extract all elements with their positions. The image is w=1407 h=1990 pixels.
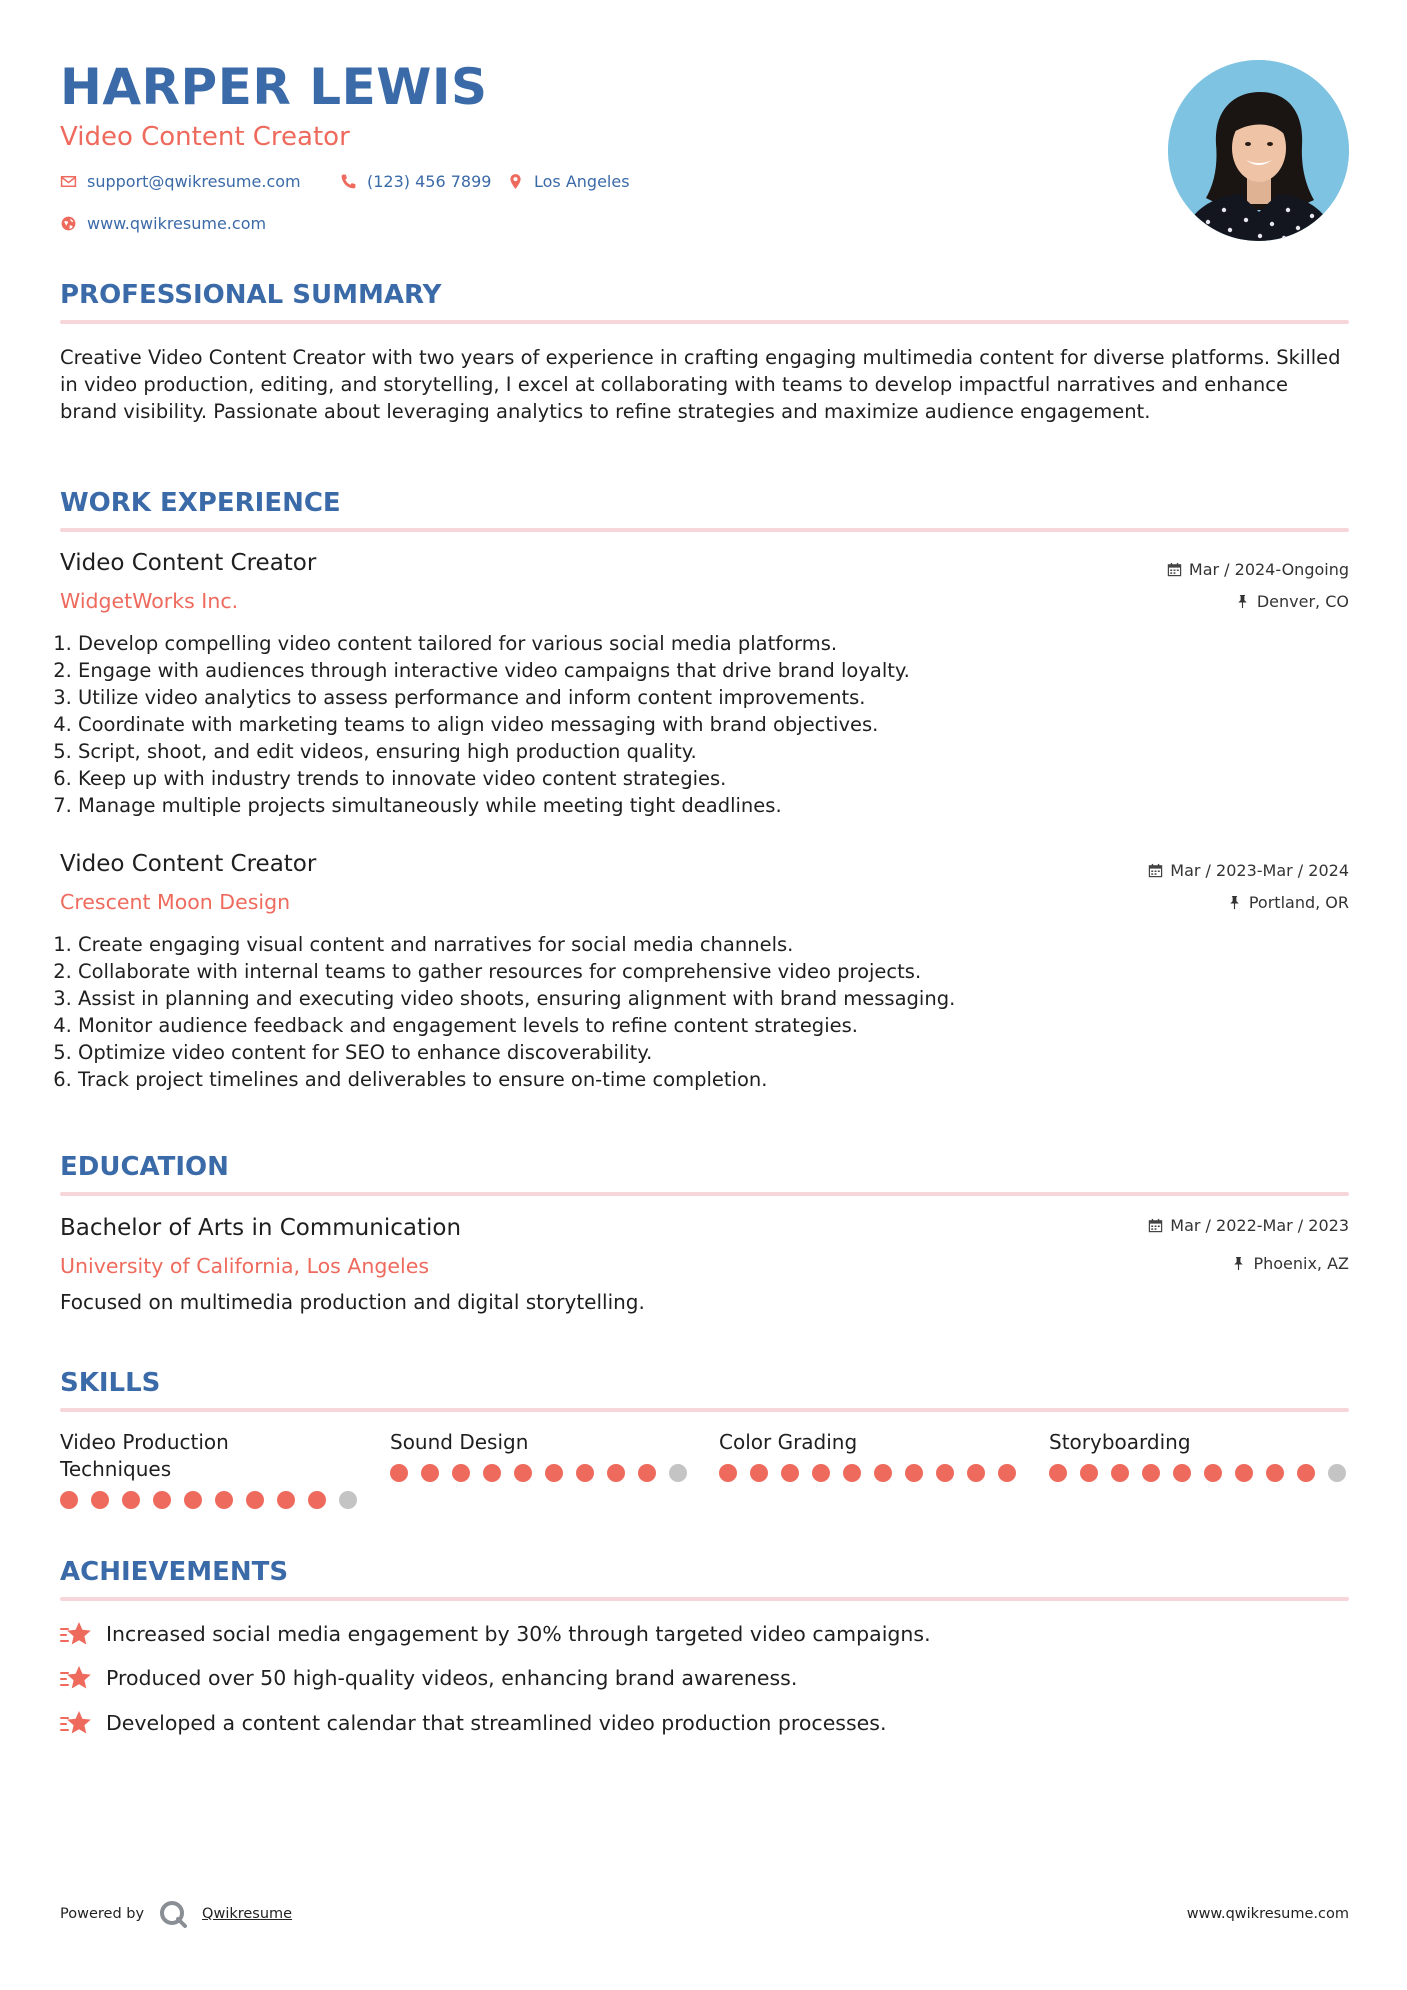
candidate-role: Video Content Creator — [60, 122, 350, 152]
job-title: Video Content Creator — [60, 550, 317, 576]
skill-dot-filled — [607, 1464, 625, 1482]
star-icon — [60, 1664, 92, 1692]
star-icon — [60, 1620, 92, 1648]
achievement-item — [60, 1709, 886, 1737]
profile-portrait-icon — [1168, 60, 1349, 241]
contact-location — [507, 172, 630, 191]
skill-dot-filled — [812, 1464, 830, 1482]
skill-dot-filled — [1266, 1464, 1284, 1482]
calendar-icon — [1167, 562, 1182, 577]
phone-text: (123) 456 7899 — [367, 172, 492, 191]
degree-title: Bachelor of Arts in Communication — [60, 1215, 462, 1241]
skill-dot-filled — [452, 1464, 470, 1482]
duty-item: 3. Utilize video analytics to assess performance and inform content improvements. — [78, 684, 1278, 711]
website-text: www.qwikresume.com — [87, 214, 267, 233]
job-company: WidgetWorks Inc. — [60, 589, 239, 613]
skill-name-line2: Techniques — [60, 1457, 172, 1481]
skill-dot-filled — [1204, 1464, 1222, 1482]
school-name: University of California, Los Angeles — [60, 1254, 430, 1278]
skill-dot-filled — [998, 1464, 1016, 1482]
profile-photo — [1168, 60, 1349, 241]
skill-name: Sound Design — [390, 1430, 529, 1454]
job-location-text: Portland, OR — [1248, 893, 1349, 912]
skill-name — [60, 1429, 360, 1483]
duty-item: 1. Develop compelling video content tailored for various social media platforms. — [78, 630, 1278, 657]
skill-dot-filled — [905, 1464, 923, 1482]
skill-dot-filled — [545, 1464, 563, 1482]
job-dates-text: Mar / 2023-Mar / 2024 — [1170, 861, 1349, 880]
pushpin-icon — [1235, 594, 1250, 609]
job-dates-text: Mar / 2024-Ongoing — [1188, 560, 1349, 579]
skill-dot-filled — [638, 1464, 656, 1482]
skills-divider — [60, 1408, 1349, 1412]
education-dates — [1148, 1216, 1349, 1235]
duty-item: 4. Monitor audience feedback and engagement levels to refine content strategies. — [78, 1012, 1278, 1039]
achievement-text: Increased social media engagement by 30% through targeted video campaigns. — [106, 1622, 931, 1646]
qwikresume-link[interactable]: Qwikresume — [202, 1906, 293, 1922]
job-duties-list — [55, 931, 1278, 1093]
skill-dot-filled — [153, 1491, 171, 1509]
job-duties-list — [55, 630, 1278, 819]
contact-website[interactable] — [60, 214, 266, 233]
education-heading: EDUCATION — [60, 1152, 229, 1182]
duty-item: 2. Engage with audiences through interactive video campaigns that drive brand loyalty. — [78, 657, 1278, 684]
duty-item: 1. Create engaging visual content and narratives for social media channels. — [78, 931, 1278, 958]
pushpin-icon — [1227, 895, 1242, 910]
skill-dot-filled — [1297, 1464, 1315, 1482]
location-text: Los Angeles — [534, 172, 630, 191]
skill-name-line1: Video Production — [60, 1430, 229, 1454]
education-dates-text: Mar / 2022-Mar / 2023 — [1170, 1216, 1349, 1235]
skill-dot-filled — [1080, 1464, 1098, 1482]
skill-item — [1049, 1429, 1349, 1482]
skill-dot-filled — [1173, 1464, 1191, 1482]
qwikresume-logo-icon — [158, 1899, 188, 1929]
skill-dot-empty — [339, 1491, 357, 1509]
skill-dot-filled — [1235, 1464, 1253, 1482]
skill-dot-filled — [308, 1491, 326, 1509]
envelope-icon — [60, 173, 77, 190]
email-text: support@qwikresume.com — [87, 172, 301, 191]
experience-divider — [60, 528, 1349, 532]
contact-phone[interactable] — [340, 172, 491, 191]
skill-item — [719, 1429, 1019, 1482]
skill-dot-filled — [719, 1464, 737, 1482]
footer-powered-by — [60, 1899, 292, 1929]
map-pin-icon — [507, 173, 524, 190]
skill-dot-filled — [246, 1491, 264, 1509]
duty-item: 4. Coordinate with marketing teams to align video messaging with brand objectives. — [78, 711, 1278, 738]
education-divider — [60, 1192, 1349, 1196]
skill-dot-filled — [843, 1464, 861, 1482]
job-title: Video Content Creator — [60, 851, 317, 877]
duty-item: 2. Collaborate with internal teams to gather resources for comprehensive video projects. — [78, 958, 1278, 985]
contact-email[interactable] — [60, 172, 301, 191]
skill-dot-filled — [184, 1491, 202, 1509]
education-location — [1231, 1254, 1349, 1273]
skill-dot-filled — [277, 1491, 295, 1509]
achievement-item — [60, 1664, 797, 1692]
education-description: Focused on multimedia production and digital storytelling. — [60, 1290, 645, 1314]
skill-rating — [390, 1464, 690, 1482]
job-company: Crescent Moon Design — [60, 890, 291, 914]
calendar-icon — [1148, 1218, 1163, 1233]
achievement-item — [60, 1620, 931, 1648]
skill-rating — [719, 1464, 1019, 1482]
footer-website-link[interactable]: www.qwikresume.com — [1186, 1906, 1349, 1922]
skill-dot-filled — [874, 1464, 892, 1482]
job-location — [1227, 893, 1349, 912]
achievement-text: Developed a content calendar that streamlined video production processes. — [106, 1711, 887, 1735]
summary-divider — [60, 320, 1349, 324]
globe-icon — [60, 215, 77, 232]
job-dates — [1148, 861, 1349, 880]
skill-dot-filled — [750, 1464, 768, 1482]
skill-rating — [60, 1491, 360, 1509]
calendar-icon — [1148, 863, 1163, 878]
skill-rating — [1049, 1464, 1349, 1482]
achievements-divider — [60, 1597, 1349, 1601]
job-dates — [1167, 560, 1349, 579]
education-location-text: Phoenix, AZ — [1253, 1254, 1349, 1273]
skill-dot-filled — [60, 1491, 78, 1509]
skill-dot-filled — [91, 1491, 109, 1509]
skill-dot-filled — [122, 1491, 140, 1509]
duty-item: 5. Script, shoot, and edit videos, ensuring high production quality. — [78, 738, 1278, 765]
skill-dot-filled — [1142, 1464, 1160, 1482]
skill-dot-filled — [421, 1464, 439, 1482]
achievements-heading: ACHIEVEMENTS — [60, 1557, 289, 1587]
achievement-text: Produced over 50 high-quality videos, enhancing brand awareness. — [106, 1666, 798, 1690]
duty-item: 6. Keep up with industry trends to innovate video content strategies. — [78, 765, 1278, 792]
candidate-name: HARPER LEWIS — [60, 58, 488, 116]
skill-dot-empty — [669, 1464, 687, 1482]
summary-heading: PROFESSIONAL SUMMARY — [60, 280, 442, 310]
skill-dot-filled — [1049, 1464, 1067, 1482]
skill-dot-filled — [1111, 1464, 1129, 1482]
summary-text: Creative Video Content Creator with two years of experience in crafting engaging multimedia content for diverse platforms. Skilled in video production, editing, and storytelling, I excel at collaborating with teams to develop impactful narratives and enhance brand visibility. Passionate about leveraging analytics to refine strategies and maximize audience engagement. — [60, 346, 1341, 423]
duty-item: 3. Assist in planning and executing video shoots, ensuring alignment with brand messaging. — [78, 985, 1278, 1012]
skill-item — [60, 1429, 360, 1509]
skill-dot-filled — [781, 1464, 799, 1482]
skill-dot-filled — [215, 1491, 233, 1509]
skill-name: Storyboarding — [1049, 1430, 1191, 1454]
skill-dot-filled — [483, 1464, 501, 1482]
skill-dot-filled — [967, 1464, 985, 1482]
skill-dot-filled — [936, 1464, 954, 1482]
powered-by-label: Powered by — [60, 1906, 145, 1922]
job-location-text: Denver, CO — [1256, 592, 1349, 611]
pushpin-icon — [1231, 1256, 1246, 1271]
skill-dot-empty — [1328, 1464, 1346, 1482]
skills-heading: SKILLS — [60, 1368, 161, 1398]
skill-item — [390, 1429, 690, 1482]
duty-item: 6. Track project timelines and deliverables to ensure on-time completion. — [78, 1066, 1278, 1093]
job-location — [1235, 592, 1349, 611]
skill-dot-filled — [390, 1464, 408, 1482]
duty-item: 5. Optimize video content for SEO to enhance discoverability. — [78, 1039, 1278, 1066]
skill-name: Color Grading — [719, 1430, 858, 1454]
skill-dot-filled — [576, 1464, 594, 1482]
experience-heading: WORK EXPERIENCE — [60, 488, 341, 518]
skill-dot-filled — [514, 1464, 532, 1482]
star-icon — [60, 1709, 92, 1737]
duty-item: 7. Manage multiple projects simultaneously while meeting tight deadlines. — [78, 792, 1278, 819]
phone-icon — [340, 173, 357, 190]
